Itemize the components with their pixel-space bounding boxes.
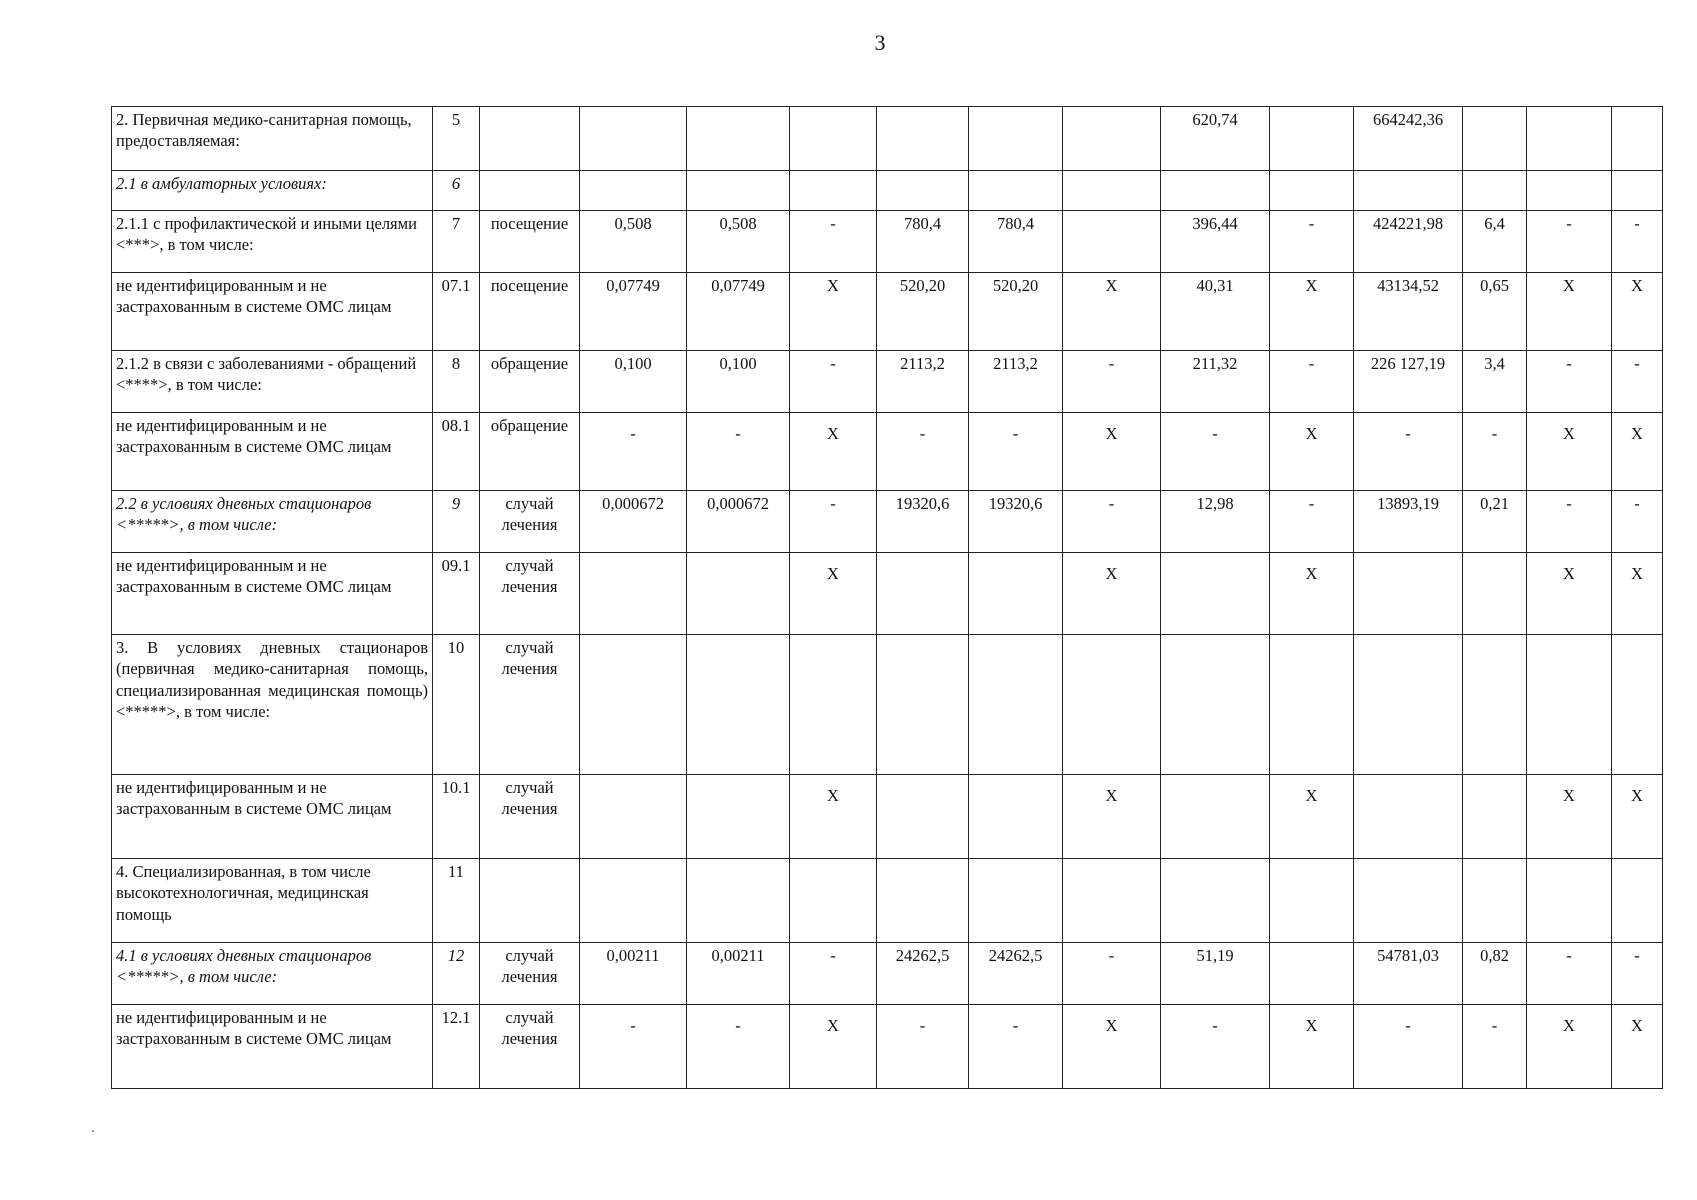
value-cell: X: [1527, 273, 1612, 351]
value-cell: 12,98: [1161, 491, 1270, 553]
table-row: [112, 273, 1663, 351]
value-cell: X: [1270, 775, 1354, 859]
value-cell: 24262,5: [877, 943, 969, 1005]
value-cell: X: [1612, 775, 1663, 859]
value-cell: -: [1527, 211, 1612, 273]
value-cell: -: [1527, 491, 1612, 553]
value-cell: 2113,2: [969, 351, 1063, 413]
value-cell: 620,74: [1161, 107, 1270, 171]
row-code: 12: [433, 943, 480, 1005]
value-cell: [687, 635, 790, 775]
value-cell: [1463, 635, 1527, 775]
value-cell: -: [969, 413, 1063, 491]
value-cell: -: [790, 351, 877, 413]
value-cell: X: [1612, 1005, 1663, 1089]
value-cell: X: [790, 553, 877, 635]
value-cell: [877, 859, 969, 943]
value-cell: [1161, 775, 1270, 859]
value-cell: 520,20: [969, 273, 1063, 351]
row-unit: случай лечения: [480, 775, 580, 859]
value-cell: X: [1527, 1005, 1612, 1089]
value-cell: [1270, 171, 1354, 211]
value-cell: 0,65: [1463, 273, 1527, 351]
value-cell: -: [877, 1005, 969, 1089]
value-cell: 0,00211: [580, 943, 687, 1005]
value-cell: X: [1612, 553, 1663, 635]
value-cell: [1354, 859, 1463, 943]
row-name: не идентифицированным и не застрахованным в системе ОМС лицам: [112, 273, 433, 351]
value-cell: [580, 171, 687, 211]
value-cell: [1063, 171, 1161, 211]
value-cell: 0,100: [580, 351, 687, 413]
value-cell: 0,000672: [580, 491, 687, 553]
row-name: 3. В условиях дневных стационаров (первичная медико-санитарная помощь, специализированная медицинская помощь) <*****>, в том числе:: [112, 635, 433, 775]
scan-artifact: [92, 1130, 94, 1132]
table-row: [112, 553, 1663, 635]
row-unit: случай лечения: [480, 635, 580, 775]
value-cell: -: [1463, 413, 1527, 491]
value-cell: [1612, 107, 1663, 171]
value-cell: X: [1527, 775, 1612, 859]
value-cell: [790, 635, 877, 775]
page-number: 3: [874, 30, 886, 55]
row-code: 5: [433, 107, 480, 171]
row-unit: обращение: [480, 351, 580, 413]
row-code: 10: [433, 635, 480, 775]
value-cell: X: [790, 775, 877, 859]
value-cell: 0,21: [1463, 491, 1527, 553]
value-cell: [1063, 859, 1161, 943]
row-name: не идентифицированным и не застрахованным в системе ОМС лицам: [112, 775, 433, 859]
value-cell: -: [687, 413, 790, 491]
value-cell: -: [580, 413, 687, 491]
row-name: 2.1.2 в связи с заболеваниями - обращений <****>, в том числе:: [112, 351, 433, 413]
value-cell: -: [1063, 351, 1161, 413]
value-cell: [1354, 775, 1463, 859]
value-cell: [877, 775, 969, 859]
value-cell: [1463, 171, 1527, 211]
table-row: [112, 107, 1663, 171]
value-cell: 780,4: [877, 211, 969, 273]
value-cell: [580, 553, 687, 635]
value-cell: 6,4: [1463, 211, 1527, 273]
value-cell: 0,508: [580, 211, 687, 273]
value-cell: -: [1612, 351, 1663, 413]
value-cell: X: [1270, 553, 1354, 635]
table-row: [112, 413, 1663, 491]
value-cell: [1527, 107, 1612, 171]
value-cell: [1270, 943, 1354, 1005]
value-cell: [1463, 553, 1527, 635]
table-row: [112, 491, 1663, 553]
value-cell: -: [1354, 1005, 1463, 1089]
row-name: 4.1 в условиях дневных стационаров <*****>, в том числе:: [112, 943, 433, 1005]
row-name: не идентифицированным и не застрахованным в системе ОМС лицам: [112, 1005, 433, 1089]
value-cell: 0,07749: [687, 273, 790, 351]
value-cell: [687, 107, 790, 171]
value-cell: X: [1063, 775, 1161, 859]
row-unit: случай лечения: [480, 491, 580, 553]
value-cell: 2113,2: [877, 351, 969, 413]
row-name: не идентифицированным и не застрахованным в системе ОМС лицам: [112, 553, 433, 635]
table-row: [112, 775, 1663, 859]
table-row: [112, 1005, 1663, 1089]
value-cell: 19320,6: [877, 491, 969, 553]
value-cell: [790, 859, 877, 943]
value-cell: [1463, 107, 1527, 171]
row-code: 9: [433, 491, 480, 553]
value-cell: [1612, 859, 1663, 943]
row-unit: обращение: [480, 413, 580, 491]
value-cell: [1527, 859, 1612, 943]
value-cell: 211,32: [1161, 351, 1270, 413]
value-cell: -: [790, 211, 877, 273]
row-unit: посещение: [480, 273, 580, 351]
value-cell: [687, 775, 790, 859]
value-cell: X: [1527, 553, 1612, 635]
value-cell: [969, 635, 1063, 775]
value-cell: 0,100: [687, 351, 790, 413]
value-cell: X: [1612, 273, 1663, 351]
value-cell: [580, 859, 687, 943]
row-unit: посещение: [480, 211, 580, 273]
value-cell: [969, 859, 1063, 943]
value-cell: [1270, 859, 1354, 943]
value-cell: X: [1270, 273, 1354, 351]
row-code: 11: [433, 859, 480, 943]
value-cell: 396,44: [1161, 211, 1270, 273]
value-cell: [1354, 171, 1463, 211]
value-cell: 780,4: [969, 211, 1063, 273]
table-row: [112, 351, 1663, 413]
value-cell: [1354, 635, 1463, 775]
value-cell: -: [1612, 943, 1663, 1005]
value-cell: -: [790, 943, 877, 1005]
row-code: 7: [433, 211, 480, 273]
value-cell: X: [1527, 413, 1612, 491]
value-cell: -: [1527, 351, 1612, 413]
value-cell: -: [1612, 491, 1663, 553]
value-cell: [1612, 171, 1663, 211]
value-cell: X: [1063, 413, 1161, 491]
row-name: 2. Первичная медико-санитарная помощь, предоставляемая:: [112, 107, 433, 171]
table-row: [112, 943, 1663, 1005]
row-code: 12.1: [433, 1005, 480, 1089]
row-code: 10.1: [433, 775, 480, 859]
value-cell: -: [1527, 943, 1612, 1005]
value-cell: X: [790, 413, 877, 491]
row-unit: [480, 171, 580, 211]
value-cell: [1463, 859, 1527, 943]
value-cell: [877, 635, 969, 775]
value-cell: -: [1063, 491, 1161, 553]
value-cell: -: [1612, 211, 1663, 273]
value-cell: [1270, 107, 1354, 171]
value-cell: 54781,03: [1354, 943, 1463, 1005]
value-cell: -: [1270, 211, 1354, 273]
value-cell: -: [1063, 943, 1161, 1005]
row-unit: [480, 107, 580, 171]
table-row: [112, 171, 1663, 211]
value-cell: X: [790, 1005, 877, 1089]
value-cell: [969, 107, 1063, 171]
value-cell: [877, 553, 969, 635]
tariff-table: [111, 106, 1663, 1089]
value-cell: 424221,98: [1354, 211, 1463, 273]
value-cell: -: [1270, 491, 1354, 553]
value-cell: [1527, 635, 1612, 775]
row-name: 4. Специализированная, в том числе высокотехнологичная, медицинская помощь: [112, 859, 433, 943]
value-cell: [1063, 211, 1161, 273]
value-cell: -: [1270, 351, 1354, 413]
value-cell: [790, 107, 877, 171]
value-cell: 0,07749: [580, 273, 687, 351]
value-cell: [1354, 553, 1463, 635]
value-cell: X: [1063, 273, 1161, 351]
value-cell: [687, 553, 790, 635]
value-cell: X: [1063, 1005, 1161, 1089]
row-code: 6: [433, 171, 480, 211]
value-cell: -: [1161, 1005, 1270, 1089]
value-cell: X: [1063, 553, 1161, 635]
table-body: [112, 107, 1663, 1089]
value-cell: [687, 859, 790, 943]
value-cell: [969, 171, 1063, 211]
value-cell: 0,00211: [687, 943, 790, 1005]
value-cell: -: [580, 1005, 687, 1089]
value-cell: [1161, 635, 1270, 775]
row-unit: случай лечения: [480, 943, 580, 1005]
value-cell: 13893,19: [1354, 491, 1463, 553]
value-cell: -: [790, 491, 877, 553]
table-row: [112, 635, 1663, 775]
value-cell: [1463, 775, 1527, 859]
value-cell: -: [877, 413, 969, 491]
value-cell: X: [1612, 413, 1663, 491]
value-cell: [1161, 553, 1270, 635]
value-cell: X: [1270, 413, 1354, 491]
value-cell: 0,82: [1463, 943, 1527, 1005]
value-cell: 19320,6: [969, 491, 1063, 553]
value-cell: [790, 171, 877, 211]
row-unit: случай лечения: [480, 553, 580, 635]
value-cell: 24262,5: [969, 943, 1063, 1005]
value-cell: X: [1270, 1005, 1354, 1089]
value-cell: -: [969, 1005, 1063, 1089]
value-cell: [580, 635, 687, 775]
value-cell: [969, 553, 1063, 635]
value-cell: -: [1161, 413, 1270, 491]
value-cell: [580, 775, 687, 859]
value-cell: 0,508: [687, 211, 790, 273]
value-cell: [1063, 635, 1161, 775]
row-code: 07.1: [433, 273, 480, 351]
value-cell: [877, 107, 969, 171]
value-cell: -: [687, 1005, 790, 1089]
value-cell: [1612, 635, 1663, 775]
value-cell: 664242,36: [1354, 107, 1463, 171]
value-cell: [1527, 171, 1612, 211]
table-row: [112, 211, 1663, 273]
row-unit: [480, 859, 580, 943]
value-cell: [1161, 171, 1270, 211]
value-cell: 226 127,19: [1354, 351, 1463, 413]
value-cell: 51,19: [1161, 943, 1270, 1005]
value-cell: X: [790, 273, 877, 351]
value-cell: 3,4: [1463, 351, 1527, 413]
row-unit: случай лечения: [480, 1005, 580, 1089]
value-cell: [1161, 859, 1270, 943]
value-cell: [877, 171, 969, 211]
row-code: 09.1: [433, 553, 480, 635]
value-cell: [687, 171, 790, 211]
value-cell: [580, 107, 687, 171]
row-name: 2.1.1 с профилактической и иными целями <***>, в том числе:: [112, 211, 433, 273]
row-code: 8: [433, 351, 480, 413]
value-cell: -: [1463, 1005, 1527, 1089]
row-name: не идентифицированным и не застрахованным в системе ОМС лицам: [112, 413, 433, 491]
row-name: 2.1 в амбулаторных условиях:: [112, 171, 433, 211]
value-cell: -: [1354, 413, 1463, 491]
value-cell: 43134,52: [1354, 273, 1463, 351]
value-cell: [1270, 635, 1354, 775]
table-row: [112, 859, 1663, 943]
value-cell: [969, 775, 1063, 859]
row-code: 08.1: [433, 413, 480, 491]
value-cell: [1063, 107, 1161, 171]
value-cell: 0,000672: [687, 491, 790, 553]
value-cell: 40,31: [1161, 273, 1270, 351]
value-cell: 520,20: [877, 273, 969, 351]
row-name: 2.2 в условиях дневных стационаров <*****>, в том числе:: [112, 491, 433, 553]
